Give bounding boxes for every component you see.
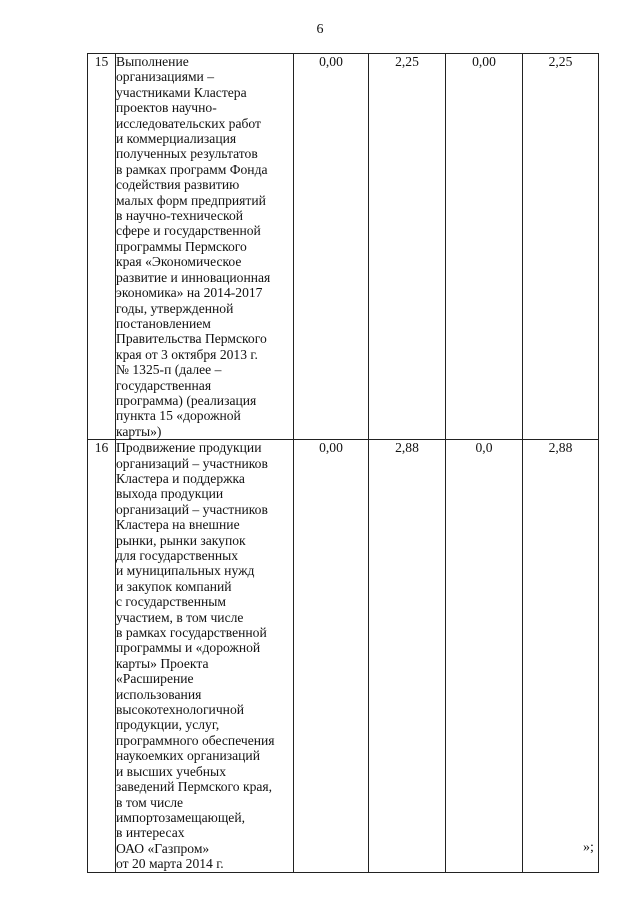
description-line: Правительства Пермского <box>116 331 267 347</box>
description-line: участниками Кластера <box>116 84 247 100</box>
description-line: исследовательских работ <box>116 115 261 131</box>
description-line: Продвижение продукции <box>116 440 262 456</box>
description-line: организаций – участников <box>116 501 268 517</box>
description-line: карты» Проекта <box>116 655 209 671</box>
value-cell-3: 0,00 <box>446 54 523 440</box>
description-line: экономика» на 2014-2017 <box>116 285 263 301</box>
description-line: высокотехнологичной <box>116 702 245 718</box>
value-cell-1: 0,00 <box>294 440 369 872</box>
description-line: использования <box>116 686 202 702</box>
description-line: и коммерциализация <box>116 131 237 147</box>
value-cell-1: 0,00 <box>294 54 369 440</box>
description-line: проектов научно- <box>116 100 217 116</box>
description-line: программного обеспечения <box>116 732 275 748</box>
description-line: Кластера и поддержка <box>116 470 245 486</box>
description-line: полученных результатов <box>116 146 258 162</box>
description-line: программы и «дорожной <box>116 640 261 656</box>
description-line: участием, в том числе <box>116 609 244 625</box>
description-line: в интересах <box>116 825 185 841</box>
description-line: «Расширение <box>116 671 194 687</box>
row-number-cell: 16 <box>88 440 116 872</box>
description-line: в рамках программ Фонда <box>116 161 268 177</box>
value-cell-2: 2,88 <box>369 440 446 872</box>
description-line: развитие и инновационная <box>116 269 271 285</box>
description-line: ОАО «Газпром» <box>116 840 210 856</box>
description-line: № 1325-п (далее – <box>116 362 222 378</box>
description-line: пункта 15 «дорожной <box>116 408 241 424</box>
description-cell <box>116 440 294 872</box>
value-cell-2: 2,25 <box>369 54 446 440</box>
description-line: Кластера на внешние <box>116 517 240 533</box>
description-line: и высших учебных <box>116 763 226 779</box>
description-line: импортозамещающей, <box>116 809 245 825</box>
description-line: в рамках государственной <box>116 625 267 641</box>
description-line: наукоемких организаций <box>116 748 260 764</box>
description-line: годы, утвержденной <box>116 300 234 316</box>
description-line: края от 3 октября 2013 г. <box>116 346 258 362</box>
value-cell-4: 2,88 <box>523 440 599 872</box>
description-line: в том числе <box>116 794 184 810</box>
description-line: организаций – участников <box>116 455 268 471</box>
description-line: программа) (реализация <box>116 392 257 408</box>
description-line: постановлением <box>116 315 211 331</box>
description-line: содействия развитию <box>116 177 240 193</box>
document-table <box>87 53 599 873</box>
description-line: сфере и государственной <box>116 223 261 239</box>
description-line: выхода продукции <box>116 486 224 502</box>
value-cell-4: 2,25 <box>523 54 599 440</box>
row-number-cell: 15 <box>88 54 116 440</box>
page-number: 6 <box>316 22 324 37</box>
description-line: рынки, рынки закупок <box>116 532 246 548</box>
description-line: малых форм предприятий <box>116 192 266 208</box>
description-line: карты») <box>116 423 162 439</box>
description-line: государственная <box>116 377 212 393</box>
table-row <box>88 54 599 440</box>
description-line: организациями – <box>116 69 215 85</box>
description-line: программы Пермского <box>116 238 247 254</box>
description-line: края «Экономическое <box>116 254 242 270</box>
description-line: для государственных <box>116 548 239 563</box>
description-line: в научно-технической <box>116 208 244 224</box>
description-line: и закупок компаний <box>116 578 232 594</box>
description-line: с государственным <box>116 594 226 610</box>
description-cell <box>116 54 294 440</box>
table-body <box>88 54 599 873</box>
description-line: Выполнение <box>116 54 189 69</box>
value-cell-3: 0,0 <box>446 440 523 872</box>
table-row <box>88 440 599 872</box>
description-line: от 20 марта 2014 г. <box>116 856 224 872</box>
description-line: и муниципальных нужд <box>116 563 255 579</box>
description-line: продукции, услуг, <box>116 717 220 733</box>
description-line: заведений Пермского края, <box>116 779 273 795</box>
closing-mark: »; <box>583 840 594 855</box>
